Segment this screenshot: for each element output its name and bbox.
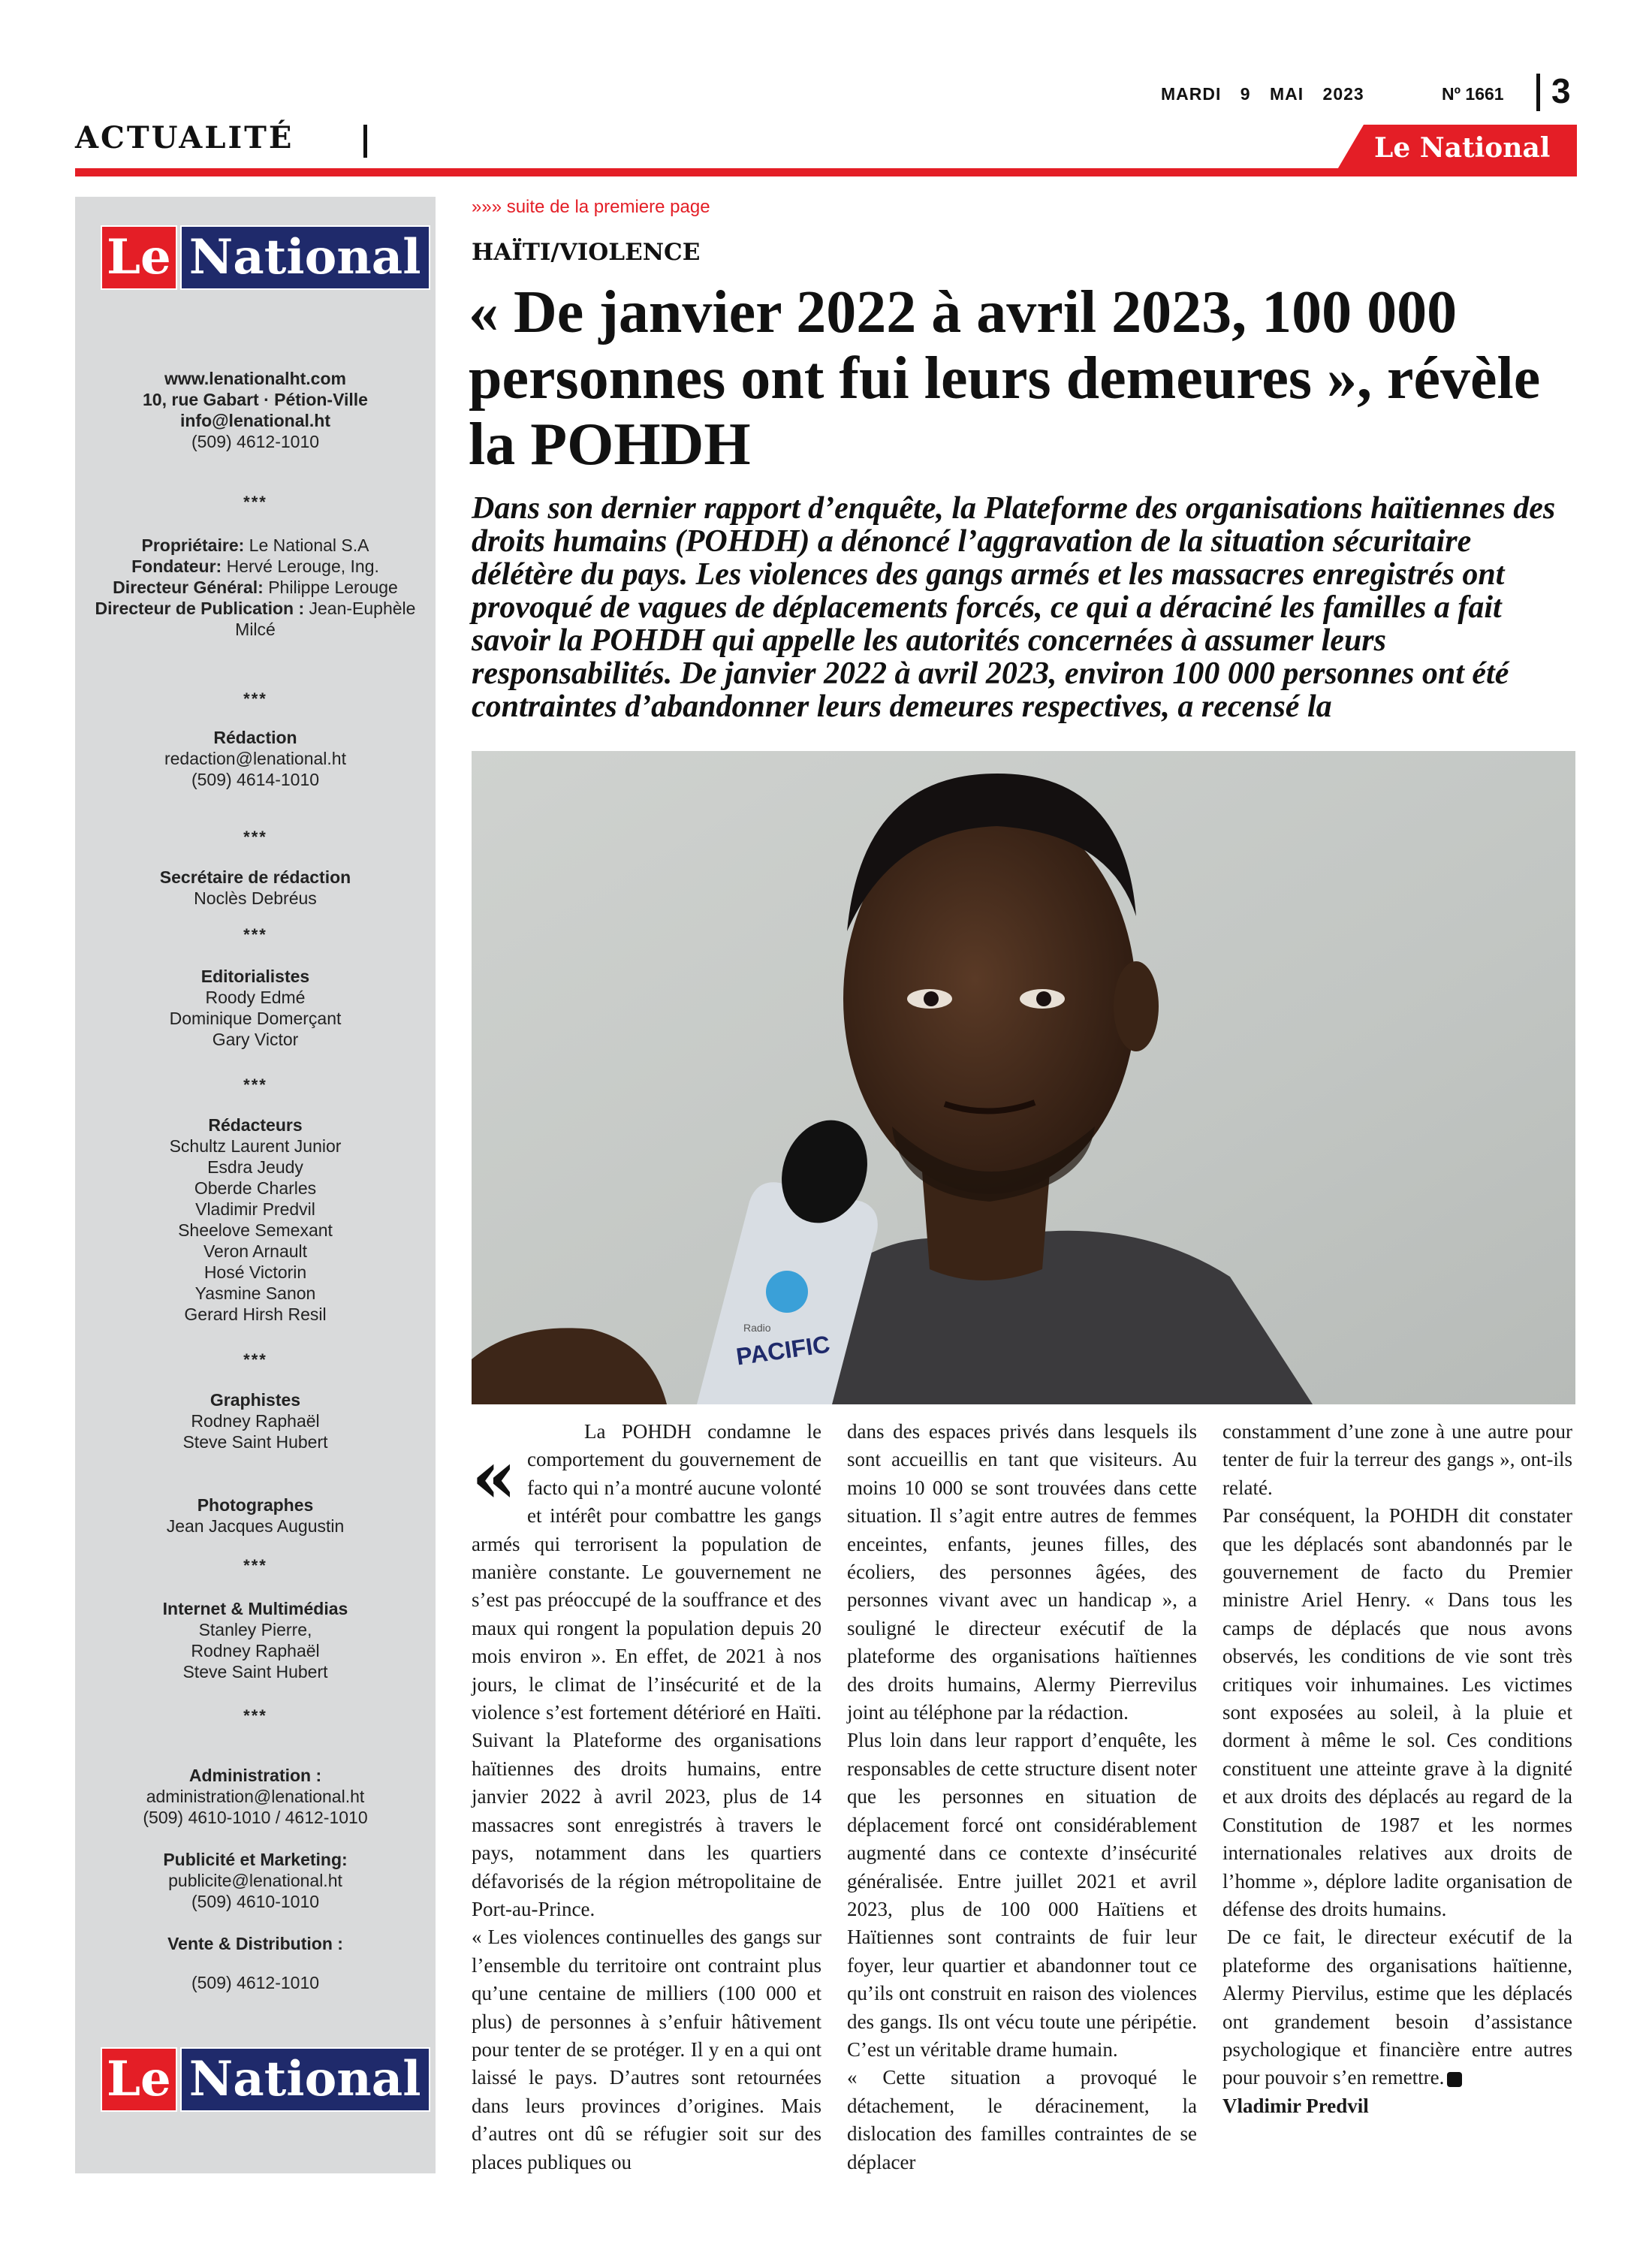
redaction-block xyxy=(75,727,436,790)
internet-block xyxy=(75,1598,436,1682)
end-of-article-icon xyxy=(1447,2072,1462,2087)
redacteur: Sheelove Semexant xyxy=(178,1220,333,1240)
separator: *** xyxy=(243,828,267,846)
dg-label: Directeur Général: xyxy=(113,578,264,597)
email-link[interactable]: info@lenational.ht xyxy=(179,411,331,430)
admin-phone: (509) 4610-1010 / 4612-1010 xyxy=(143,1808,368,1827)
redaction-email[interactable]: redaction@lenational.ht xyxy=(164,749,346,768)
article-column-1 xyxy=(472,1418,821,2176)
redacteur: Oberde Charles xyxy=(194,1178,317,1198)
pub-email[interactable]: publicite@lenational.ht xyxy=(168,1871,342,1890)
paragraph: « Les violences continuelles des gangs sur l’ensemble du territoire ont contraint plus qu’une centaine de milliers (100 000 et plus) de personnes à s’enfuir hâtivement pour tenter de se protéger. Il y en a qui ont laissé le pays. D’autres sont retournées dans leurs provinces d’origines. Mais d’autres ont dû se réfugier soit sur des places publiques ou xyxy=(472,1926,821,2173)
secretaire-label: Secrétaire de rédaction xyxy=(159,867,351,887)
graphistes-label: Graphistes xyxy=(210,1390,301,1410)
pub-label: Publicité et Marketing: xyxy=(163,1850,348,1869)
date-year: 2023 xyxy=(1322,84,1364,104)
section-divider xyxy=(363,125,367,158)
brand-tab-label: Le National xyxy=(1374,132,1551,164)
secretaire-name: Noclès Debréus xyxy=(194,888,317,908)
paragraph xyxy=(1222,1923,1572,2092)
date-num: 9 xyxy=(1240,84,1251,104)
graphiste: Rodney Raphaël xyxy=(191,1411,320,1431)
secretaire-block xyxy=(75,867,436,909)
header-rule xyxy=(75,168,1577,176)
graphiste: Steve Saint Hubert xyxy=(182,1432,328,1452)
graphistes-block xyxy=(75,1389,436,1452)
editorialiste: Dominique Domerçant xyxy=(169,1009,342,1028)
page-divider xyxy=(1536,74,1540,111)
pub-phone: (509) 4610-1010 xyxy=(191,1892,320,1911)
admin-email[interactable]: administration@lenational.ht xyxy=(146,1787,365,1806)
website-link[interactable]: www.lenationalht.com xyxy=(164,369,346,388)
article-column-3 xyxy=(1222,1418,1572,2120)
article-lede: Dans son dernier rapport d’enquête, la Plateforme des organisations haïtiennes des droits humains (POHDH) a dénoncé l’aggravation de la situation sécuritaire délétère du pays. Les violences des gangs armés et les massacres enregistrés ont provoqué de vagues de déplacements forcés, ce qui a déraciné les familles a fait savoir la POHDH qui appelle les autorités concernées à assumer leurs responsabilités. De janvier 2022 à avril 2023, environ 100 000 personnes ont été contraintes d’abandonner leurs demeures respectives, a recensé la xyxy=(472,491,1556,724)
separator: *** xyxy=(243,1556,267,1575)
redacteur: Yasmine Sanon xyxy=(194,1283,316,1303)
mic-brand-sub: Radio xyxy=(743,1322,771,1334)
paragraph: Plus loin dans leur rapport d’enquête, les responsables de cette structure disent noter que les personnes en situation de déplacement forcé ont considérablement augmenté dans ce contexte d’insécurité généralisée. Entre juillet 2021 et avril 2023, plus de 100 000 Haïtiens et Haïtiennes sont contraints de fuir leur foyer, leur quartier et abandonner tout ce qu’ils ont construit en raison des violences des gangs. Ils ont vécu toute une péripétie. C’est un véritable drame humain. xyxy=(847,1729,1197,2061)
paragraph: Par conséquent, la POHDH dit constater que les déplacés sont abandonnés par le gouvernement de facto du Premier ministre Ariel Henry. « Dans tous les camps de déplacés que nous avons observés, les conditions de vie sont très critiques voir inhumaines. Les victimes sont exposées au soleil, à la pluie et dorment à même le sol. Ces conditions constituent une atteinte grave à la dignité et aux droits des déplacés au regard de la Constitution de 1987 et les normes internationales relatives aux droits de l’homme », déplore ladite organisation de défense des droits humains. xyxy=(1222,1504,1572,1920)
article-kicker: HAÏTI/VIOLENCE xyxy=(472,239,701,266)
separator: *** xyxy=(243,1350,267,1369)
separator: *** xyxy=(243,925,267,944)
paragraph-text: De ce fait, le directeur exécutif de la plateforme des organisations haïtienne, Alermy Piervilus, estime que les déplacés ont grandement besoin d’assistance psychologique et financière entre autres pour pouvoir s’en remettre. xyxy=(1222,1926,1572,2089)
logo-le: Le xyxy=(101,2047,177,2112)
internet-member: Stanley Pierre, xyxy=(198,1620,312,1639)
redacteur: Veron Arnault xyxy=(203,1241,308,1261)
photographe: Jean Jacques Augustin xyxy=(166,1516,345,1536)
administration-block xyxy=(75,1765,436,1828)
redaction-label: Rédaction xyxy=(213,728,297,747)
dateline xyxy=(1161,84,1378,104)
date-month: MAI xyxy=(1269,84,1304,104)
vente-label: Vente & Distribution : xyxy=(167,1934,343,1953)
publicite-block xyxy=(75,1849,436,1912)
internet-member: Steve Saint Hubert xyxy=(182,1662,328,1681)
issue-number: Nº 1661 xyxy=(1442,84,1504,104)
logo-national: National xyxy=(180,2047,430,2112)
article-headline: « De janvier 2022 à avril 2023, 100 000 personnes ont fui leurs demeures », révèle la POHDH xyxy=(469,279,1541,478)
article-column-2 xyxy=(847,1418,1197,2176)
editorialistes-label: Editorialistes xyxy=(200,967,310,986)
contact-block xyxy=(75,368,436,452)
founder: Hervé Lerouge, Ing. xyxy=(226,556,379,576)
editorialistes-block xyxy=(75,966,436,1050)
owner: Le National S.A xyxy=(249,535,369,555)
founder-label: Fondateur: xyxy=(131,556,222,576)
dp-label: Directeur de Publication : xyxy=(95,599,305,618)
redacteur: Vladimir Predvil xyxy=(195,1199,315,1219)
date-day: MARDI xyxy=(1161,84,1222,104)
separator: *** xyxy=(243,493,267,511)
vente-phone: (509) 4612-1010 xyxy=(191,1973,320,1992)
redacteurs-block xyxy=(75,1114,436,1325)
article-photo xyxy=(472,751,1575,1404)
logo-top xyxy=(101,225,430,290)
redacteur: Esdra Jeudy xyxy=(207,1157,303,1177)
redacteur: Gerard Hirsh Resil xyxy=(184,1304,327,1324)
masthead-sidebar xyxy=(75,197,436,2173)
separator: *** xyxy=(243,689,267,708)
section-title: ACTUALITÉ xyxy=(75,120,294,155)
paragraph: La POHDH condamne le comportement du gouvernement de facto qui n’a montré aucune volonté et intérêt pour combattre les gangs armés qui terrorisent la population de manière constante. Le gouvernement ne s’est pas préoccupé de la souffrance et des maux qui rongent la population depuis 20 mois environ ». En effet, de 2021 à nos jours, le climat de l’insécurité et de la violence s’est fortement détérioré en Haïti. Suivant la Plateforme des organisations haïtiennes des droits humains, entre janvier 2022 à avril 2023, plus de 14 massacres sont enregistrés à travers le pays, notamment dans les quartiers défavorisés de la région métropolitaine de Port-au-Prince. xyxy=(472,1420,821,1920)
photo-illustration xyxy=(472,751,1575,1404)
phone: (509) 4612-1010 xyxy=(191,432,320,451)
admin-label: Administration : xyxy=(188,1766,322,1785)
address: 10, rue Gabart · Pétion-Ville xyxy=(143,390,368,409)
continued-from-label: »»» suite de la premiere page xyxy=(472,197,710,217)
ownership-block xyxy=(75,535,436,640)
pull-quote-mark: « xyxy=(472,1434,517,1519)
logo-national: National xyxy=(180,225,430,290)
dp: Jean-Euphèle Milcé xyxy=(235,599,416,639)
owner-label: Propriétaire: xyxy=(141,535,245,555)
paragraph: « Cette situation a provoqué le détachement, le déracinement, la dislocation des familles contraintes de se déplacer xyxy=(847,2066,1197,2173)
internet-label: Internet & Multimédias xyxy=(162,1599,348,1618)
logo-bottom xyxy=(101,2047,430,2112)
photographes-label: Photographes xyxy=(197,1495,314,1515)
paragraph: dans des espaces privés dans lesquels ils sont accueillis en tant que visiteurs. Au moins 10 000 se sont trouvées dans cette situation. Il s’agit entre autres de femmes enceintes, enfants, jeunes filles, des écoliers, des personnes âgées, des personnes vivant avec un handicap », a souligné le directeur exécutif de la plateforme des organisations haïtiennes des droits humains, Alermy Pierrevilus joint au téléphone par la rédaction. xyxy=(847,1420,1197,1724)
vente-block xyxy=(75,1933,436,1993)
page-number: 3 xyxy=(1551,71,1571,110)
dg: Philippe Lerouge xyxy=(268,578,398,597)
separator: *** xyxy=(243,1706,267,1725)
redacteur: Hosé Victorin xyxy=(203,1262,307,1282)
paragraph: constamment d’une zone à une autre pour tenter de fuir la terreur des gangs », ont-ils relaté. xyxy=(1222,1420,1572,1499)
redacteurs-label: Rédacteurs xyxy=(208,1115,303,1135)
internet-member: Rodney Raphaël xyxy=(191,1641,320,1660)
editorialiste: Roody Edmé xyxy=(205,988,306,1007)
byline: Vladimir Predvil xyxy=(1222,2094,1369,2117)
separator: *** xyxy=(243,1075,267,1094)
redacteur: Schultz Laurent Junior xyxy=(169,1136,342,1156)
logo-le: Le xyxy=(101,225,177,290)
photographes-block xyxy=(75,1494,436,1537)
redaction-phone: (509) 4614-1010 xyxy=(191,770,320,789)
mic-brand-label: PACIFIC xyxy=(734,1330,832,1371)
editorialiste: Gary Victor xyxy=(212,1030,299,1049)
